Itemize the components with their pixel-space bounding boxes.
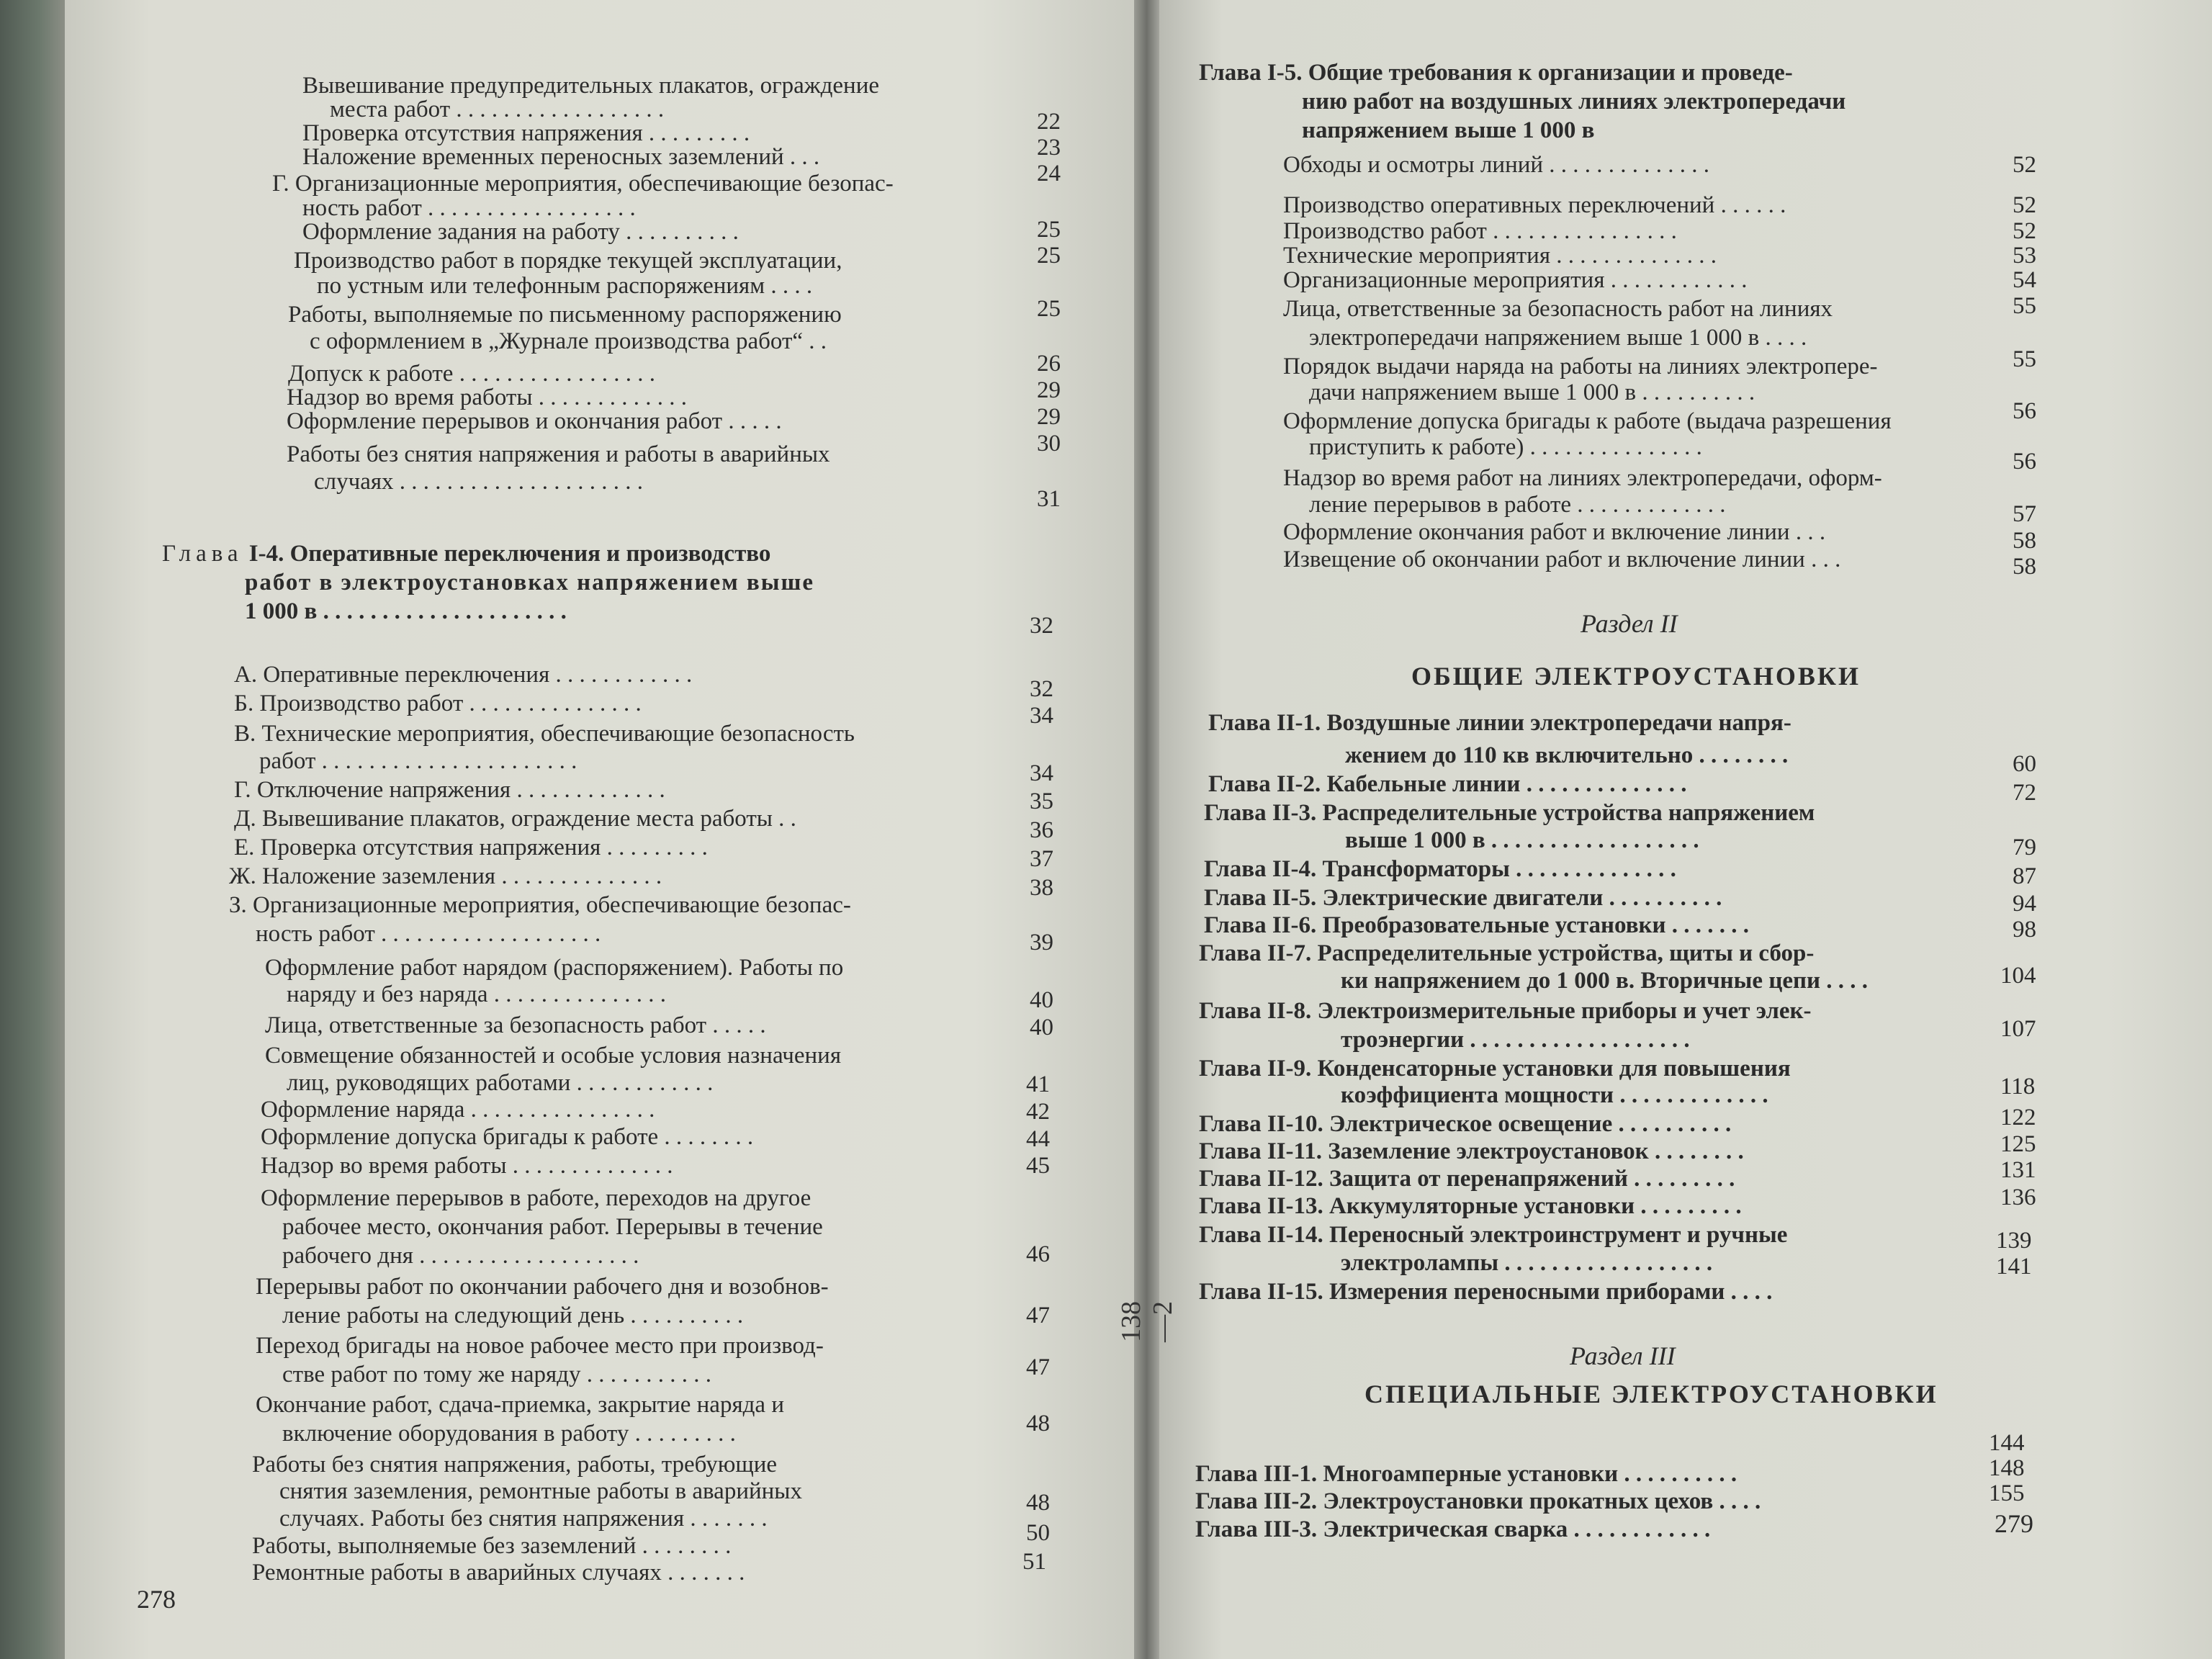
toc-page-number: 50 (1026, 1520, 1050, 1546)
toc-page-number: 125 (2000, 1131, 2036, 1157)
signature-mark: 138—2 (1116, 1301, 1178, 1342)
section-ii-title: ОБЩИЕ ЭЛЕКТРОУСТАНОВКИ (1411, 662, 1861, 691)
toc-page-number: 48 (1026, 1411, 1050, 1437)
toc-entry: Окончание работ, сдача-приемка, закрытие наряда и (256, 1392, 784, 1418)
toc-page-number: 38 (1030, 875, 1053, 901)
toc-page-number: 57 (2013, 501, 2036, 527)
toc-page-number: 98 (2013, 917, 2036, 943)
toc-page-number: 141 (1996, 1254, 2032, 1280)
chapter-i4-line1: Глава I-4. Оперативные переключения и производство (162, 541, 771, 567)
toc-page-number: 25 (1037, 217, 1061, 243)
toc-entry: Ж. Наложение заземления . . . . . . . . . . . . . . (229, 863, 662, 889)
toc-entry: Оформление работ нарядом (распоряжением). Работы по (265, 955, 844, 981)
toc-chapter: Глава II-8. Электроизмерительные приборы и учет элек- (1199, 998, 1812, 1024)
toc-page-number: 52 (2013, 152, 2036, 178)
toc-entry: рабочее место, окончания работ. Перерывы в течение (282, 1214, 823, 1240)
toc-page-number: 29 (1037, 404, 1061, 430)
toc-chapter: Глава II-4. Трансформаторы . . . . . . . . . . . . . . (1204, 856, 1676, 882)
toc-page-number: 54 (2013, 267, 2036, 293)
toc-page-number: 36 (1030, 817, 1053, 843)
toc-entry: ность работ . . . . . . . . . . . . . . . . . . . (256, 921, 601, 947)
toc-entry: Наложение временных переносных заземлений . . . (302, 144, 820, 170)
toc-chapter: Глава III-1. Многоамперные установки . . . . . . . . . . (1195, 1461, 1737, 1487)
toc-entry: Вывешивание предупредительных плакатов, ограждение (302, 73, 880, 99)
toc-entry: Надзор во время работы . . . . . . . . . . . . . (287, 385, 688, 410)
toc-chapter: Глава II-9. Конденсаторные установки для повышения (1199, 1056, 1791, 1082)
toc-chapter: Глава II-12. Защита от перенапряжений . . . . . . . . . (1199, 1166, 1735, 1192)
toc-page-number: 107 (2000, 1016, 2036, 1042)
toc-entry: наряду и без наряда . . . . . . . . . . . . . . . (287, 981, 667, 1007)
book-cover-edge (0, 0, 65, 1659)
toc-entry: электропередачи напряжением выше 1 000 в . . . . (1309, 325, 1807, 351)
section-iii-label: Раздел III (1570, 1341, 1676, 1370)
toc-chapter: троэнергии . . . . . . . . . . . . . . . . . . . (1341, 1027, 1690, 1053)
toc-page-number: 30 (1037, 431, 1061, 457)
toc-entry: Производство оперативных переключений . . . . . . (1283, 192, 1786, 218)
toc-page-number: 23 (1037, 135, 1061, 161)
toc-chapter: жением до 110 кв включительно . . . . . . . . (1345, 742, 1789, 768)
toc-entry: Переход бригады на новое рабочее место при производ- (256, 1333, 824, 1359)
toc-page-number: 79 (2013, 835, 2036, 860)
toc-page-number: 51 (1022, 1549, 1046, 1575)
toc-page-number: 155 (1989, 1480, 2025, 1506)
toc-entry: Работы без снятия напряжения, работы, требующие (252, 1452, 778, 1478)
toc-page-number: 32 (1030, 613, 1053, 639)
toc-page-number: 94 (2013, 891, 2036, 917)
toc-page-number: 40 (1030, 1015, 1053, 1040)
toc-entry: с оформлением в „Журнале производства работ“ . . (310, 328, 827, 354)
toc-entry: приступить к работе) . . . . . . . . . . . . . . . (1309, 434, 1702, 460)
toc-page-number: 122 (2000, 1105, 2036, 1130)
toc-entry: Проверка отсутствия напряжения . . . . . . . . . (302, 120, 750, 146)
toc-page-number: 46 (1026, 1241, 1050, 1267)
toc-page-number: 104 (2000, 963, 2036, 989)
toc-page-number: 44 (1026, 1126, 1050, 1152)
toc-entry: Лица, ответственные за безопасность работ . . . . . (265, 1012, 766, 1038)
book-spine (1134, 0, 1159, 1659)
toc-entry: снятия заземления, ремонтные работы в аварийных (279, 1478, 802, 1504)
toc-chapter: Глава II-5. Электрические двигатели . . . . . . . . . . (1204, 885, 1722, 911)
toc-entry: Оформление наряда . . . . . . . . . . . . . . . . (261, 1097, 655, 1123)
toc-entry: Технические мероприятия . . . . . . . . . . . . . . (1283, 243, 1717, 269)
page-number-left: 278 (137, 1585, 176, 1614)
toc-entry: Оформление допуска бригады к работе (выдача разрешения (1283, 408, 1892, 434)
toc-page-number: 52 (2013, 192, 2036, 218)
toc-chapter: Глава III-3. Электрическая сварка . . . . . . . . . . . . (1195, 1516, 1711, 1542)
toc-entry: Б. Производство работ . . . . . . . . . . . . . . . (234, 691, 642, 716)
toc-chapter: Глава II-13. Аккумуляторные установки . . . . . . . . . (1199, 1193, 1742, 1219)
toc-page-number: 34 (1030, 760, 1053, 786)
toc-chapter: электролампы . . . . . . . . . . . . . . . . . . (1341, 1250, 1713, 1276)
toc-page-number: 47 (1026, 1303, 1050, 1328)
toc-entry: Порядок выдачи наряда на работы на линиях электропере- (1283, 354, 1878, 379)
toc-entry: Надзор во время работ на линиях электропередачи, оформ- (1283, 465, 1882, 491)
toc-entry: ление перерывов в работе . . . . . . . . . . . . . (1309, 492, 1726, 518)
toc-chapter: коэффициента мощности . . . . . . . . . . . . . (1341, 1082, 1768, 1108)
toc-page-number: 53 (2013, 243, 2036, 269)
toc-entry: Оформление допуска бригады к работе . . . . . . . . (261, 1124, 754, 1150)
toc-entry: Производство работ . . . . . . . . . . . . . . . . (1283, 218, 1677, 244)
toc-chapter: Глава II-6. Преобразовательные установки . . . . . . . (1204, 912, 1750, 938)
toc-page-number: 118 (2000, 1074, 2036, 1100)
toc-entry: Ремонтные работы в аварийных случаях . . . . . . . (252, 1560, 745, 1586)
chapter-i5-line2: нию работ на воздушных линиях электропередачи (1302, 89, 1846, 114)
toc-entry: Г. Организационные мероприятия, обеспечивающие безопас- (272, 171, 894, 197)
toc-entry: А. Оперативные переключения . . . . . . . . . . . . (234, 662, 693, 688)
toc-entry: случаях. Работы без снятия напряжения . . . . . . . (279, 1506, 768, 1532)
toc-page-number: 25 (1037, 243, 1061, 269)
toc-entry: Перерывы работ по окончании рабочего дня и возобнов- (256, 1274, 829, 1300)
toc-page-number: 24 (1037, 161, 1061, 186)
toc-entry: Работы без снятия напряжения и работы в аварийных (287, 441, 830, 467)
toc-page-number: 26 (1037, 351, 1061, 377)
toc-entry: работ . . . . . . . . . . . . . . . . . . . . . . (259, 748, 577, 774)
chapter-i5-line1: Глава I-5. Общие требования к организации и проведе- (1199, 60, 1793, 86)
toc-page-number: 48 (1026, 1490, 1050, 1516)
toc-entry: Оформление окончания работ и включение линии . . . (1283, 519, 1826, 545)
toc-entry: включение оборудования в работу . . . . . . . . . (282, 1421, 736, 1447)
toc-entry: места работ . . . . . . . . . . . . . . . . . . (330, 96, 665, 122)
toc-page-number: 136 (2000, 1184, 2036, 1210)
toc-page-number: 87 (2013, 863, 2036, 889)
toc-entry: З. Организационные мероприятия, обеспечивающие безопас- (229, 892, 851, 918)
chapter-i4-line3: 1 000 в . . . . . . . . . . . . . . . . . . . . . (245, 598, 567, 624)
toc-page-number: 40 (1030, 987, 1053, 1013)
toc-chapter: Глава II-11. Заземление электроустановок . . . . . . . . (1199, 1138, 1744, 1164)
toc-page-number: 56 (2013, 398, 2036, 424)
toc-page-number: 29 (1037, 377, 1061, 403)
toc-entry: Оформление перерывов в работе, переходов на другое (261, 1185, 811, 1211)
toc-entry: Производство работ в порядке текущей эксплуатации, (294, 248, 842, 274)
toc-chapter: Глава II-10. Электрическое освещение . . . . . . . . . . (1199, 1111, 1732, 1137)
toc-chapter: Глава II-2. Кабельные линии . . . . . . . . . . . . . . (1208, 771, 1687, 797)
chapter-i5-line3: напряжением выше 1 000 в (1302, 117, 1595, 143)
toc-entry: рабочего дня . . . . . . . . . . . . . . . . . . . (282, 1243, 639, 1269)
page-number-right: 279 (1995, 1509, 2033, 1538)
toc-entry: Надзор во время работы . . . . . . . . . . . . . . (261, 1153, 673, 1179)
toc-entry: ность работ . . . . . . . . . . . . . . . . . . (302, 195, 636, 221)
toc-chapter: Глава II-3. Распределительные устройства напряжением (1204, 800, 1815, 826)
toc-page-number: 58 (2013, 528, 2036, 554)
toc-entry: по устным или телефонным распоряжениям . . . . (317, 273, 813, 299)
toc-entry: Д. Вывешивание плакатов, ограждение места работы . . (234, 806, 796, 832)
toc-page-number: 25 (1037, 296, 1061, 322)
toc-page-number: 72 (2013, 780, 2036, 806)
toc-entry: Обходы и осмотры линий . . . . . . . . . . . . . . (1283, 152, 1710, 178)
toc-chapter: ки напряжением до 1 000 в. Вторичные цепи . . . . (1341, 968, 1869, 994)
toc-entry: Работы, выполняемые по письменному распоряжению (288, 302, 842, 328)
section-iii-title: СПЕЦИАЛЬНЫЕ ЭЛЕКТРОУСТАНОВКИ (1364, 1380, 1938, 1408)
toc-chapter: Глава II-14. Переносный электроинструмент и ручные (1199, 1222, 1788, 1248)
toc-page-number: 55 (2013, 293, 2036, 319)
toc-entry: Работы, выполняемые без заземлений . . . . . . . . (252, 1533, 732, 1559)
toc-entry: Совмещение обязанностей и особые условия назначения (265, 1043, 842, 1069)
toc-entry: случаях . . . . . . . . . . . . . . . . . . . . . (314, 469, 644, 495)
toc-page-number: 148 (1989, 1455, 2025, 1481)
toc-page-number: 131 (2000, 1157, 2036, 1183)
toc-entry: В. Технические мероприятия, обеспечивающие безопасность (234, 721, 855, 747)
toc-chapter: Глава II-1. Воздушные линии электропередачи напря- (1208, 710, 1791, 736)
toc-page-number: 42 (1026, 1099, 1050, 1125)
toc-page-number: 56 (2013, 449, 2036, 475)
toc-page-number: 139 (1996, 1228, 2032, 1254)
toc-chapter: Глава III-2. Электроустановки прокатных цехов . . . . (1195, 1488, 1761, 1514)
toc-chapter: Глава II-7. Распределительные устройства, щиты и сбор- (1199, 940, 1815, 966)
toc-entry: ление работы на следующий день . . . . . . . . . . (282, 1303, 744, 1328)
toc-chapter: выше 1 000 в . . . . . . . . . . . . . . . . . . (1345, 827, 1699, 853)
toc-entry: Г. Отключение напряжения . . . . . . . . . . . . . (234, 777, 665, 803)
toc-page-number: 39 (1030, 930, 1053, 956)
toc-entry: дачи напряжением выше 1 000 в . . . . . . . . . . (1309, 379, 1755, 405)
toc-page-number: 52 (2013, 218, 2036, 244)
toc-page-number: 47 (1026, 1354, 1050, 1380)
toc-entry: Допуск к работе . . . . . . . . . . . . . . . . . (288, 361, 655, 387)
toc-page-number: 60 (2013, 751, 2036, 777)
toc-page-number: 41 (1026, 1071, 1050, 1097)
chapter-i4-line2: работ в электроустановках напряжением выше (245, 570, 815, 595)
toc-entry: Лица, ответственные за безопасность работ на линиях (1283, 296, 1833, 322)
toc-page-number: 32 (1030, 676, 1053, 702)
toc-page-number: 45 (1026, 1153, 1050, 1179)
toc-page-number: 34 (1030, 703, 1053, 729)
toc-page-number: 35 (1030, 788, 1053, 814)
toc-entry: Извещение об окончании работ и включение линии . . . (1283, 547, 1841, 572)
section-ii-label: Раздел II (1581, 609, 1678, 638)
toc-entry: Организационные мероприятия . . . . . . . . . . . . (1283, 267, 1748, 293)
toc-entry: Оформление перерывов и окончания работ . . . . . (287, 408, 782, 434)
toc-page-number: 22 (1037, 109, 1061, 135)
toc-entry: Е. Проверка отсутствия напряжения . . . . . . . . . (234, 835, 708, 860)
toc-page-number: 144 (1989, 1430, 2025, 1456)
toc-entry: лиц, руководящих работами . . . . . . . . . . . . (287, 1070, 714, 1096)
toc-entry: Оформление задания на работу . . . . . . . . . . (302, 219, 739, 245)
toc-page-number: 55 (2013, 346, 2036, 372)
toc-chapter: Глава II-15. Измерения переносными приборами . . . . (1199, 1279, 1773, 1305)
toc-page-number: 31 (1037, 486, 1061, 512)
toc-page-number: 58 (2013, 554, 2036, 580)
toc-page-number: 37 (1030, 846, 1053, 872)
toc-entry: стве работ по тому же наряду . . . . . . . . . . . (282, 1362, 711, 1388)
